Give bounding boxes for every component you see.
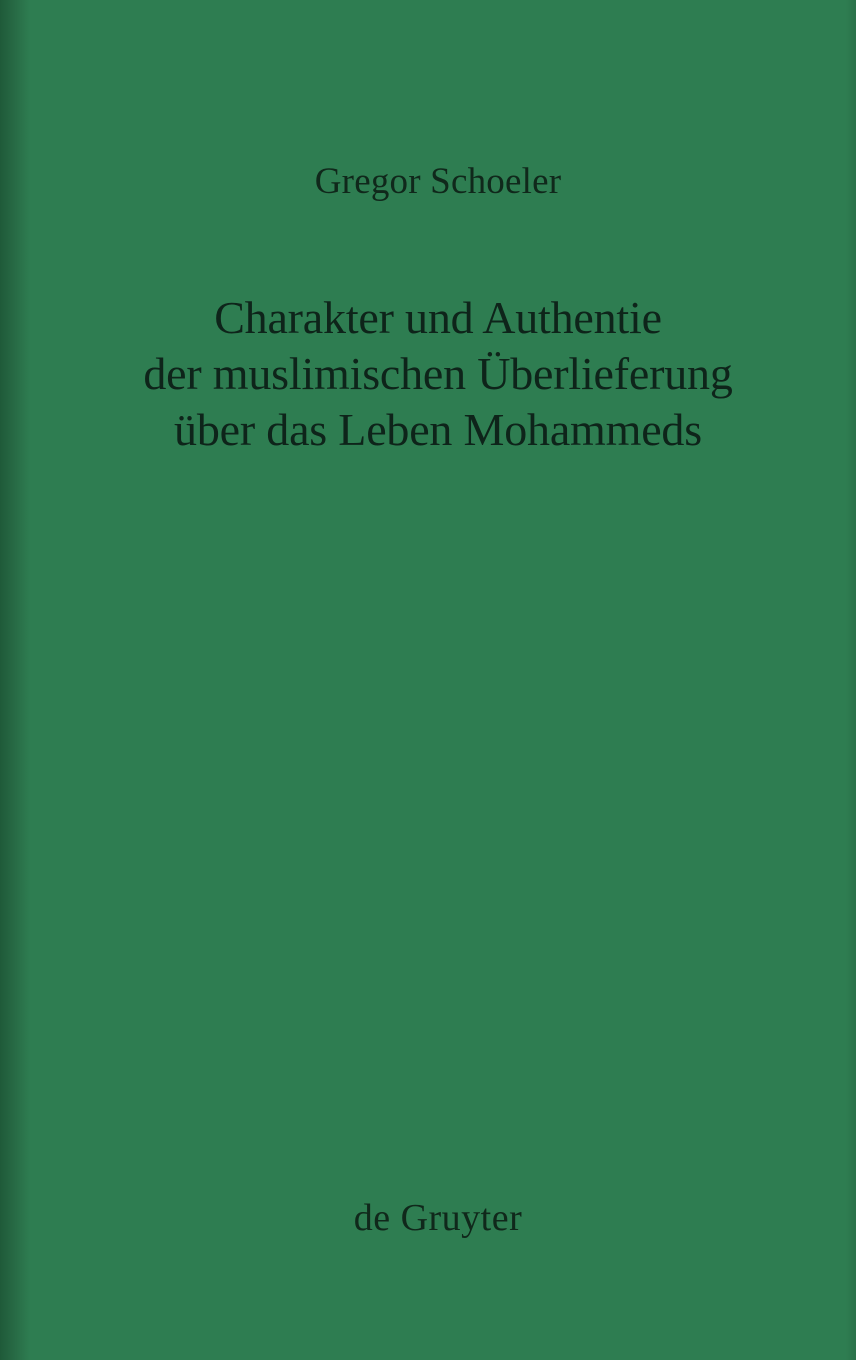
author-name: Gregor Schoeler <box>314 161 562 202</box>
title-line-3: über das Leben Mohammeds <box>174 404 702 456</box>
cover-right-edge <box>846 0 856 1360</box>
title-line-2: der muslimischen Überlieferung <box>143 348 733 400</box>
title-line-1: Charakter und Authentie <box>214 292 662 343</box>
publisher-logo: de Gruyter <box>353 1197 523 1239</box>
spine-shadow <box>0 0 30 1360</box>
cover-content <box>30 0 846 1360</box>
book-title <box>30 290 846 458</box>
